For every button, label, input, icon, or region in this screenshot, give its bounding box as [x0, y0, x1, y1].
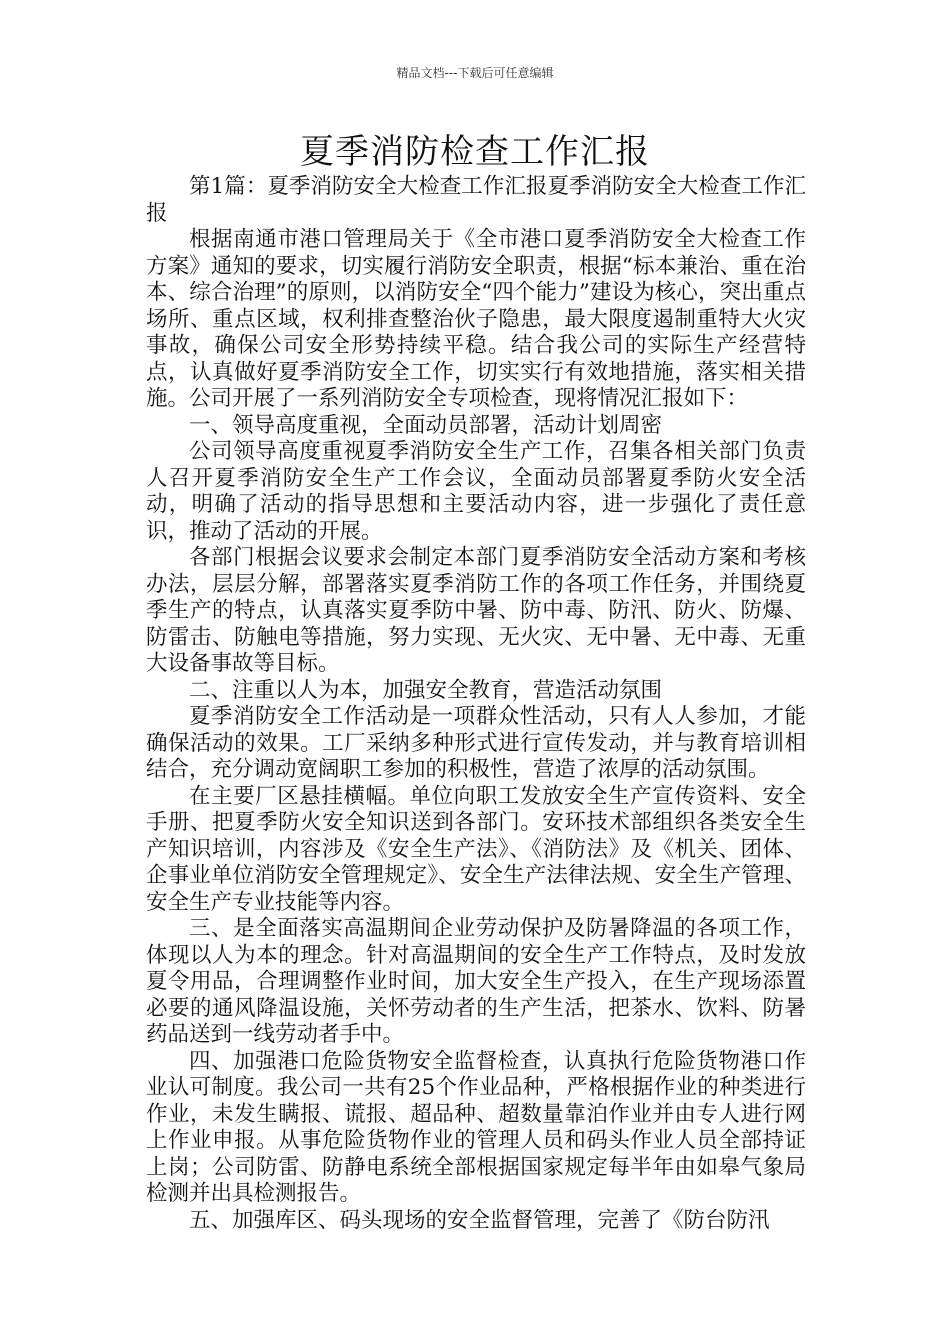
section-paragraph-3: 三、是全面落实高温期间企业劳动保护及防暑降温的各项工作，体现以人为本的理念。针对高温期间的安全生产工作特点，及时发放夏令用品，合理调整作业时间，加大安全生产投入，在生产现场添置必要的通风降温设施，关怀劳动者的生产生活，把茶水、饮料、防暑药品送到一线劳动者手中。	[146, 916, 806, 1047]
page-header-note: 精品文档---下载后可任意编辑	[396, 66, 554, 80]
paragraph: 公司领导高度重视夏季消防安全生产工作，召集各相关部门负责人召开夏季消防安全生产工作会议，全面动员部署夏季防火安全活动，明确了活动的指导思想和主要活动内容，进一步强化了责任意识，推动了活动的开展。	[146, 439, 806, 544]
paragraph: 在主要厂区悬挂横幅。单位向职工发放安全生产宣传资料、安全手册、把夏季防火安全知识送到各部门。安环技术部组织各类安全生产知识培训，内容涉及《安全生产法》、《消防法》及《机关、团体、企事业单位消防安全管理规定》、安全生产法律法规、安全生产管理、安全生产专业技能等内容。	[146, 783, 806, 915]
section-heading-1: 一、领导高度重视，全面动员部署，活动计划周密	[189, 412, 663, 438]
paragraph: 夏季消防安全工作活动是一项群众性活动，只有人人参加，才能确保活动的效果。工厂采纳多种形式进行宣传发动，并与教育培训相结合，充分调动宽阔职工参加的积极性，营造了浓厚的活动氛围。	[146, 704, 806, 782]
section-paragraph-5: 五、加强库区、码头现场的安全监督管理，完善了《防台防汛	[189, 1207, 770, 1233]
section-heading-2: 二、注重以人为本，加强安全教育，营造活动氛围	[189, 677, 663, 703]
paragraph-intro: 根据南通市港口管理局关于《全市港口夏季消防安全大检查工作方案》通知的要求，切实履行消防安全职责，根据“标本兼治、重在治本、综合治理”的原则，以消防安全“四个能力”建设为核心，突出重点场所、重点区域，权利排查整治伙子隐患，最大限度遏制重特大火灾事故，确保公司安全形势持续平稳。结合我公司的实际生产经营特点，认真做好夏季消防安全工作，切实实行有效地措施，落实相关措施。公司开展了一系列消防安全专项检查，现将情况汇报如下：	[146, 227, 806, 411]
section-paragraph-4: 四、加强港口危险货物安全监督检查，认真执行危险货物港口作业认可制度。我公司一共有25个作业品种，严格根据作业的种类进行作业，未发生瞒报、谎报、超品种、超数量靠泊作业并由专人进行网上作业申报。从事危险货物作业的管理人员和码头作业人员全部持证上岗；公司防雷、防静电系统全部根据国家规定每半年由如皋气象局检测并出具检测报告。	[146, 1048, 806, 1206]
paragraph-chapter-heading: 第1篇：夏季消防安全大检查工作汇报夏季消防安全大检查工作汇报	[146, 174, 806, 226]
paragraph: 各部门根据会议要求会制定本部门夏季消防安全活动方案和考核办法，层层分解，部署落实夏季消防工作的各项工作任务，并围绕夏季生产的特点，认真落实夏季防中暑、防中毒、防汛、防火、防爆、防雷击、防触电等措施，努力实现、无火灾、无中暑、无中毒、无重大设备事故等目标。	[146, 545, 806, 676]
document-body	[146, 174, 806, 1234]
document-title: 夏季消防检查工作汇报	[300, 132, 650, 172]
